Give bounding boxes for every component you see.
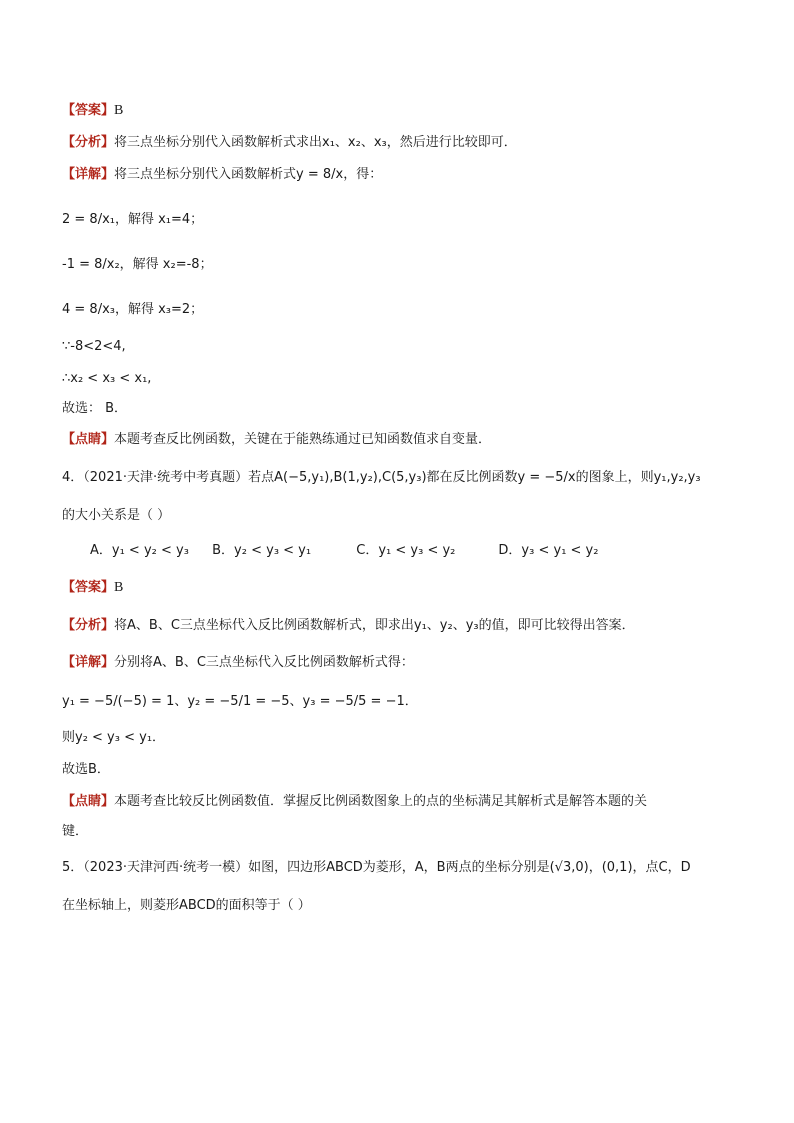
q4-detail-intro: 分别将A、B、C三点坐标代入反比例函数解析式得：: [114, 655, 414, 670]
detail-tag: 【详解】: [62, 167, 115, 182]
answer-tag: 【答案】: [62, 580, 115, 595]
comment-tag: 【点睛】: [62, 794, 115, 809]
q4-option-d: D．y₃ < y₁ < y₂: [498, 543, 599, 558]
comment-tag: 【点睛】: [62, 432, 115, 447]
q3-step-3: 4 = 8/x₃，解得 x₃=2；: [62, 302, 204, 317]
q5-stem-line-1: 5．（2023·天津河西·统考一模）如图，四边形ABCD为菱形，A，B两点的坐标分别是(√3,0)，(0,1)，点C，D: [62, 860, 691, 875]
q4-comment-text-1: 本题考查比较反比例函数值．掌握反比例函数图象上的点的坐标满足其解析式是解答本题的关: [114, 794, 648, 809]
q4-option-c: C．y₁ < y₃ < y₂: [356, 543, 456, 558]
q4-then: 则y₂ < y₃ < y₁．: [62, 730, 166, 745]
q4-analysis-line: [62, 616, 635, 636]
q3-since: ∵-8<2<4,: [62, 339, 126, 354]
q4-stem-line-2: 的大小关系是（ ）: [62, 508, 171, 523]
q3-step-2: -1 = 8/x₂，解得 x₂=-8；: [62, 257, 213, 272]
q3-choose: 故选： B．: [62, 401, 128, 416]
q3-detail-line: [62, 165, 382, 185]
q3-detail-intro: 将三点坐标分别代入函数解析式y = 8/x，得：: [114, 167, 383, 182]
q4-answer-value: B: [114, 580, 124, 595]
q3-answer-line: [62, 101, 123, 121]
q4-analysis-text: 将A、B、C三点坐标代入反比例函数解析式，即求出y₁、y₂、y₃的值，即可比较得出答案．: [114, 618, 635, 633]
q4-comment-text-2: 键．: [62, 824, 89, 839]
q3-answer-value: B: [114, 103, 124, 118]
analysis-tag: 【分析】: [62, 618, 115, 633]
q3-comment-text: 本题考查反比例函数，关键在于能熟练通过已知函数值求自变量．: [114, 432, 492, 447]
q4-detail-line: [62, 653, 414, 673]
q4-options: [90, 541, 598, 561]
q3-analysis-text: 将三点坐标分别代入函数解析式求出x₁、x₂、x₃，然后进行比较即可．: [114, 135, 517, 150]
q4-comment-line: [62, 792, 647, 812]
q3-analysis-line: [62, 133, 517, 153]
analysis-tag: 【分析】: [62, 135, 115, 150]
q4-stem-line-1: 4．（2021·天津·统考中考真题）若点A(−5,y₁),B(1,y₂),C(5,y₃)都在反比例函数y = −5/x的图象上，则y₁,y₂,y₃: [62, 470, 701, 485]
q3-therefore: ∴x₂ < x₃ < x₁,: [62, 371, 152, 386]
detail-tag: 【详解】: [62, 655, 115, 670]
q3-step-1: 2 = 8/x₁，解得 x₁=4；: [62, 212, 204, 227]
q4-option-a: A．y₁ < y₂ < y₃: [90, 543, 189, 558]
answer-tag: 【答案】: [62, 103, 115, 118]
q5-stem-line-2: 在坐标轴上，则菱形ABCD的面积等于（ ）: [62, 898, 311, 913]
q4-calc: y₁ = −5/(−5) = 1、y₂ = −5/1 = −5、y₃ = −5/5 = −1．: [62, 694, 418, 709]
q4-choose: 故选B．: [62, 762, 110, 777]
q4-option-b: B．y₂ < y₃ < y₁: [212, 543, 312, 558]
q4-answer-line: [62, 578, 123, 598]
q3-comment-line: [62, 430, 491, 450]
